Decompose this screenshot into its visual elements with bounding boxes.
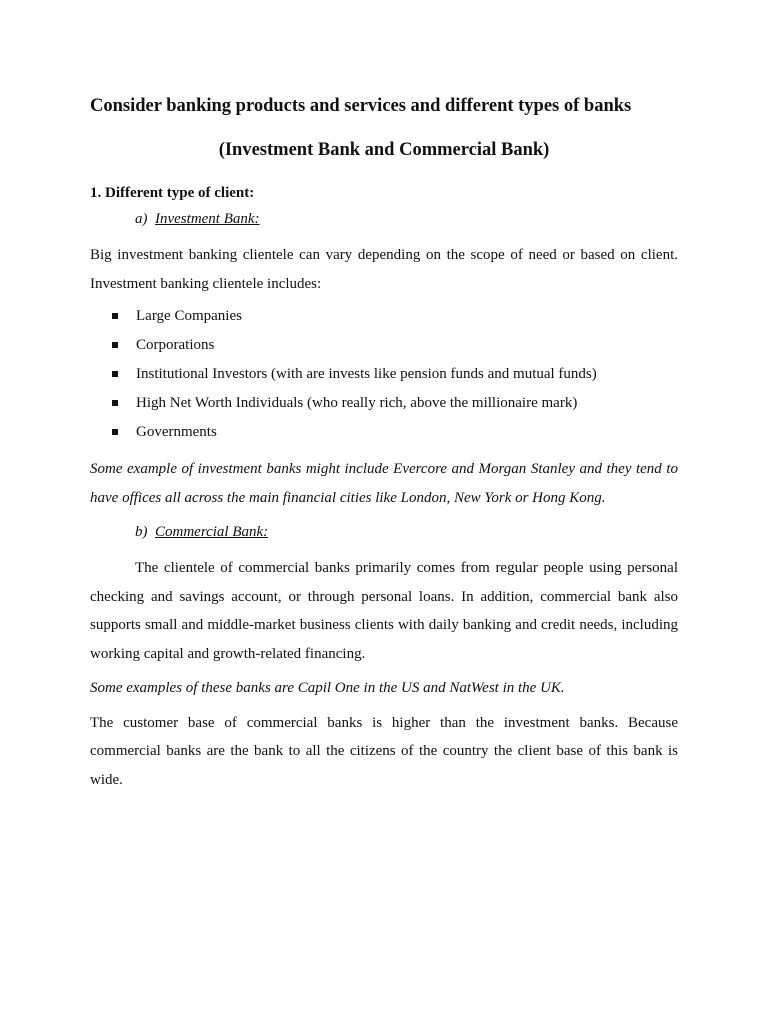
commercial-example-paragraph: Some examples of these banks are Capil One in the US and NatWest in the UK. bbox=[90, 680, 565, 696]
investment-example-paragraph: Some example of investment banks might include Evercore and Morgan Stanley and they tend to have offices all across the main financial cities like London, New York or Hong Kong. bbox=[90, 461, 678, 506]
investment-intro-paragraph: Big investment banking clientele can vary depending on the scope of need or based on client. Investment banking clientele includes: bbox=[90, 247, 678, 292]
document-subtitle: (Investment Bank and Commercial Bank) bbox=[218, 140, 550, 160]
commercial-customer-base-paragraph: The customer base of commercial banks is higher than the investment banks. Because commercial banks are the bank to all the citizens of the country the client base of this bank is wide. bbox=[90, 714, 678, 788]
list-item-text: Large Companies bbox=[136, 308, 242, 324]
list-item bbox=[90, 302, 678, 331]
document-content bbox=[90, 88, 678, 794]
list-item bbox=[90, 360, 678, 389]
subsection-b-prefix: b) bbox=[135, 524, 148, 540]
section-heading: 1. Different type of client: bbox=[90, 185, 255, 201]
square-bullet-icon bbox=[112, 342, 118, 348]
list-item-text: Institutional Investors (with are invests like pension funds and mutual funds) bbox=[136, 366, 597, 382]
square-bullet-icon bbox=[112, 313, 118, 319]
subsection-b-heading bbox=[135, 522, 678, 542]
list-item-text: High Net Worth Individuals (who really rich, above the millionaire mark) bbox=[136, 395, 578, 411]
square-bullet-icon bbox=[112, 400, 118, 406]
square-bullet-icon bbox=[112, 371, 118, 377]
commercial-paragraph: The clientele of commercial banks primarily comes from regular people using personal checking and savings account, or through personal loans. In addition, commercial bank also supports small and middle-market business clients with daily banking and credit needs, including working capital and growth-related financing. bbox=[90, 560, 678, 662]
list-item bbox=[90, 389, 678, 418]
square-bullet-icon bbox=[112, 429, 118, 435]
subsection-a-label: Investment Bank: bbox=[155, 211, 260, 227]
subsection-a-prefix: a) bbox=[135, 211, 148, 227]
list-item bbox=[90, 331, 678, 360]
list-item bbox=[90, 418, 678, 447]
document-title: Consider banking products and services and different types of banks bbox=[90, 96, 632, 116]
list-item-text: Governments bbox=[136, 424, 217, 440]
list-item-text: Corporations bbox=[136, 337, 215, 353]
subsection-b-label: Commercial Bank: bbox=[155, 524, 269, 540]
subsection-a-heading bbox=[135, 209, 678, 229]
investment-client-list bbox=[90, 302, 678, 447]
